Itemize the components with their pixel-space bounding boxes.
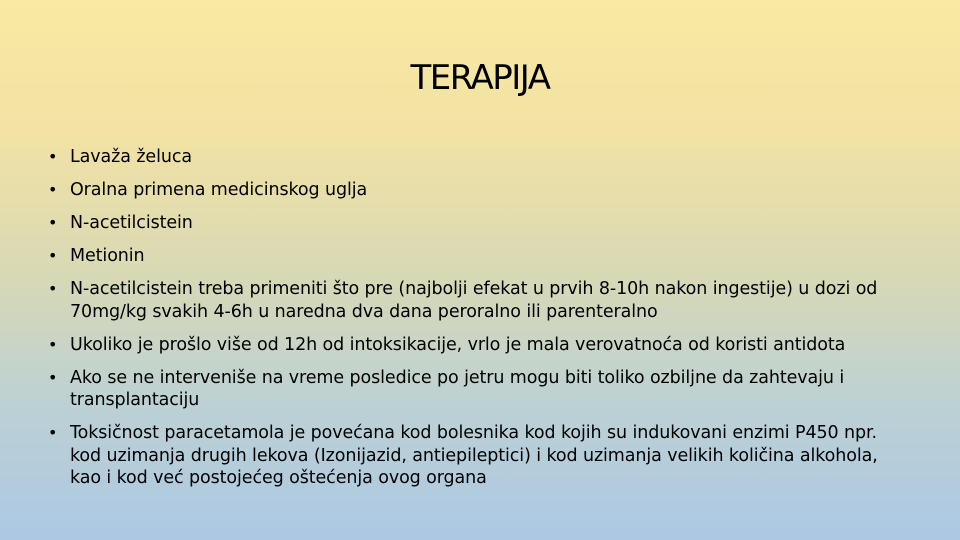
list-item [48,146,900,169]
bullet-icon: • [48,423,58,442]
bullet-icon: • [48,367,58,387]
list-item-text: Toksičnost paracetamola je povećana kod bolesnika kod kojih su indukovani enzimi P450 npr. kod uzimanja drugih lekova (Izonijazid, antiepileptici) i kod uzimanja velikih količina alkohola, kao i kod već postojećeg oštećenja ovog organa [70,423,878,488]
list-item-text: Ukoliko je prošlo više od 12h od intoksikacije, vrlo je mala verovatnoća od koristi antidota [70,334,846,355]
list-item-text: Ako se ne interveniše na vreme posledice po jetru mogu biti toliko ozbiljne da zahtevaju i transplantaciju [70,367,845,410]
bullet-icon: • [48,246,58,265]
list-item-text: N-acetilcistein treba primeniti što pre (najbolji efekat u prvih 8-10h nakon ingestije) u dozi od 70mg/kg svakih 4-6h u naredna dva dana peroralno ili parenteralno [70,279,878,322]
list-item [48,334,900,357]
list-item-text: Lavaža želuca [70,147,192,167]
list-item [48,245,900,268]
list-item [48,212,900,235]
bullet-icon: • [48,279,58,298]
bullet-icon: • [48,180,58,199]
list-item [48,422,900,490]
bullet-list [48,146,900,490]
slide-title: TERAPIJA [410,58,550,98]
list-item-text: Metionin [70,246,145,266]
list-item-text: Oralna primena medicinskog uglja [70,180,368,200]
bullet-icon: • [48,334,58,354]
list-item [48,367,900,412]
list-item [48,179,900,202]
bullet-icon: • [48,147,58,166]
list-item [48,278,900,323]
list-item-text: N-acetilcistein [70,213,193,233]
bullet-icon: • [48,213,58,232]
